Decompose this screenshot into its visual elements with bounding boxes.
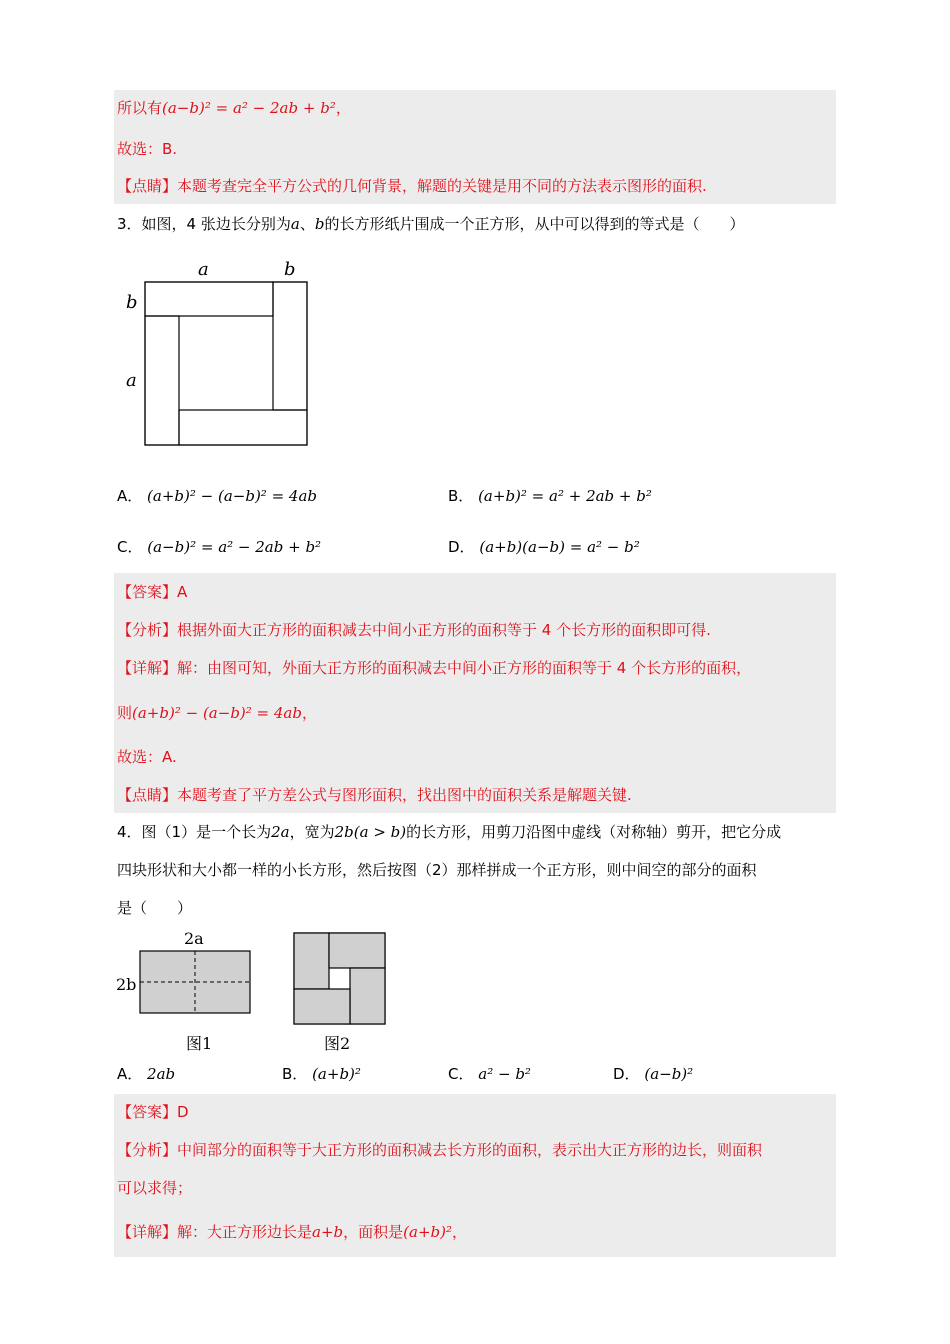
q4-detail: 【详解】解：大正方形边长是a+b，面积是(a+b)²， [117, 1223, 468, 1241]
q4-option-d[interactable]: D． (a−b)² [613, 1065, 694, 1083]
q4-option-b[interactable]: B． (a+b)² [282, 1065, 361, 1083]
q3-detail-formula: 则(a+b)² − (a−b)² = 4ab， [117, 704, 317, 722]
q4-fig2-piece-tr [329, 933, 385, 968]
q4-fig2-piece-tl [294, 933, 329, 989]
q3-option-c[interactable]: C． (a−b)² = a² − 2ab + b² [117, 538, 322, 556]
q4-analysis-line2: 可以求得； [117, 1179, 193, 1197]
q4-fig1-top-label: 2a [184, 929, 204, 948]
q3-rect-right [273, 282, 307, 410]
q4-answer: 【答案】D [117, 1103, 189, 1121]
prev-choice: 故选：B. [117, 140, 178, 158]
q4-option-a[interactable]: A． 2ab [117, 1065, 176, 1083]
prev-conclusion: 所以有(a−b)² = a² − 2ab + b²， [117, 99, 351, 117]
q3-rect-top [145, 282, 273, 316]
q3-comment: 【点睛】本题考查了平方差公式与图形面积，找出图中的面积关系是解题关键. [117, 786, 632, 804]
q3-option-a[interactable]: A． (a+b)² − (a−b)² = 4ab [117, 487, 318, 505]
q4-fig1-caption: 图1 [186, 1034, 213, 1053]
q3-analysis: 【分析】根据外面大正方形的面积减去中间小正方形的面积等于 4 个长方形的面积即可得. [117, 621, 711, 639]
q4-fig2-piece-bl [294, 989, 350, 1024]
q4-stem-line1: 4．图（1）是一个长为2a，宽为2b(a > b)的长方形，用剪刀沿图中虚线（对称轴）剪开，把它分成 [117, 823, 782, 841]
q3-choice: 故选：A. [117, 748, 177, 766]
q3-label-left-b: b [126, 292, 138, 313]
q3-rect-bottom [179, 410, 307, 445]
q3-figure [118, 252, 318, 452]
q3-label-top-a: a [198, 259, 209, 280]
q4-figure-2 [290, 926, 394, 1056]
q4-fig2-caption: 图2 [324, 1034, 351, 1053]
q3-label-left-a: a [126, 370, 137, 391]
q4-figure-1 [114, 926, 264, 1056]
prev-comment: 【点睛】本题考查完全平方公式的几何背景，解题的关键是用不同的方法表示图形的面积. [117, 177, 707, 195]
q4-stem-line3: 是（ ） [117, 899, 193, 917]
q4-analysis-line1: 【分析】中间部分的面积等于大正方形的面积减去长方形的面积，表示出大正方形的边长，则面积 [117, 1141, 763, 1159]
q4-fig1-left-label: 2b [116, 975, 137, 994]
q4-stem-line2: 四块形状和大小都一样的小长方形，然后按图（2）那样拼成一个正方形，则中间空的部分的面积 [117, 861, 757, 879]
q3-rect-left [145, 316, 179, 445]
q3-option-d[interactable]: D． (a+b)(a−b) = a² − b² [448, 538, 640, 556]
q4-fig2-piece-br [350, 968, 385, 1024]
q3-option-b[interactable]: B． (a+b)² = a² + 2ab + b² [448, 487, 652, 505]
q3-stem: 3．如图，4 张边长分别为a、b的长方形纸片围成一个正方形，从中可以得到的等式是（ ） [117, 215, 745, 233]
q3-detail: 【详解】解：由图可知，外面大正方形的面积减去中间小正方形的面积等于 4 个长方形的面积， [117, 659, 752, 677]
q3-answer: 【答案】A [117, 583, 188, 601]
q3-label-top-b: b [284, 259, 296, 280]
q3-solution-box [114, 573, 836, 813]
q4-option-c[interactable]: C． a² − b² [448, 1065, 531, 1083]
